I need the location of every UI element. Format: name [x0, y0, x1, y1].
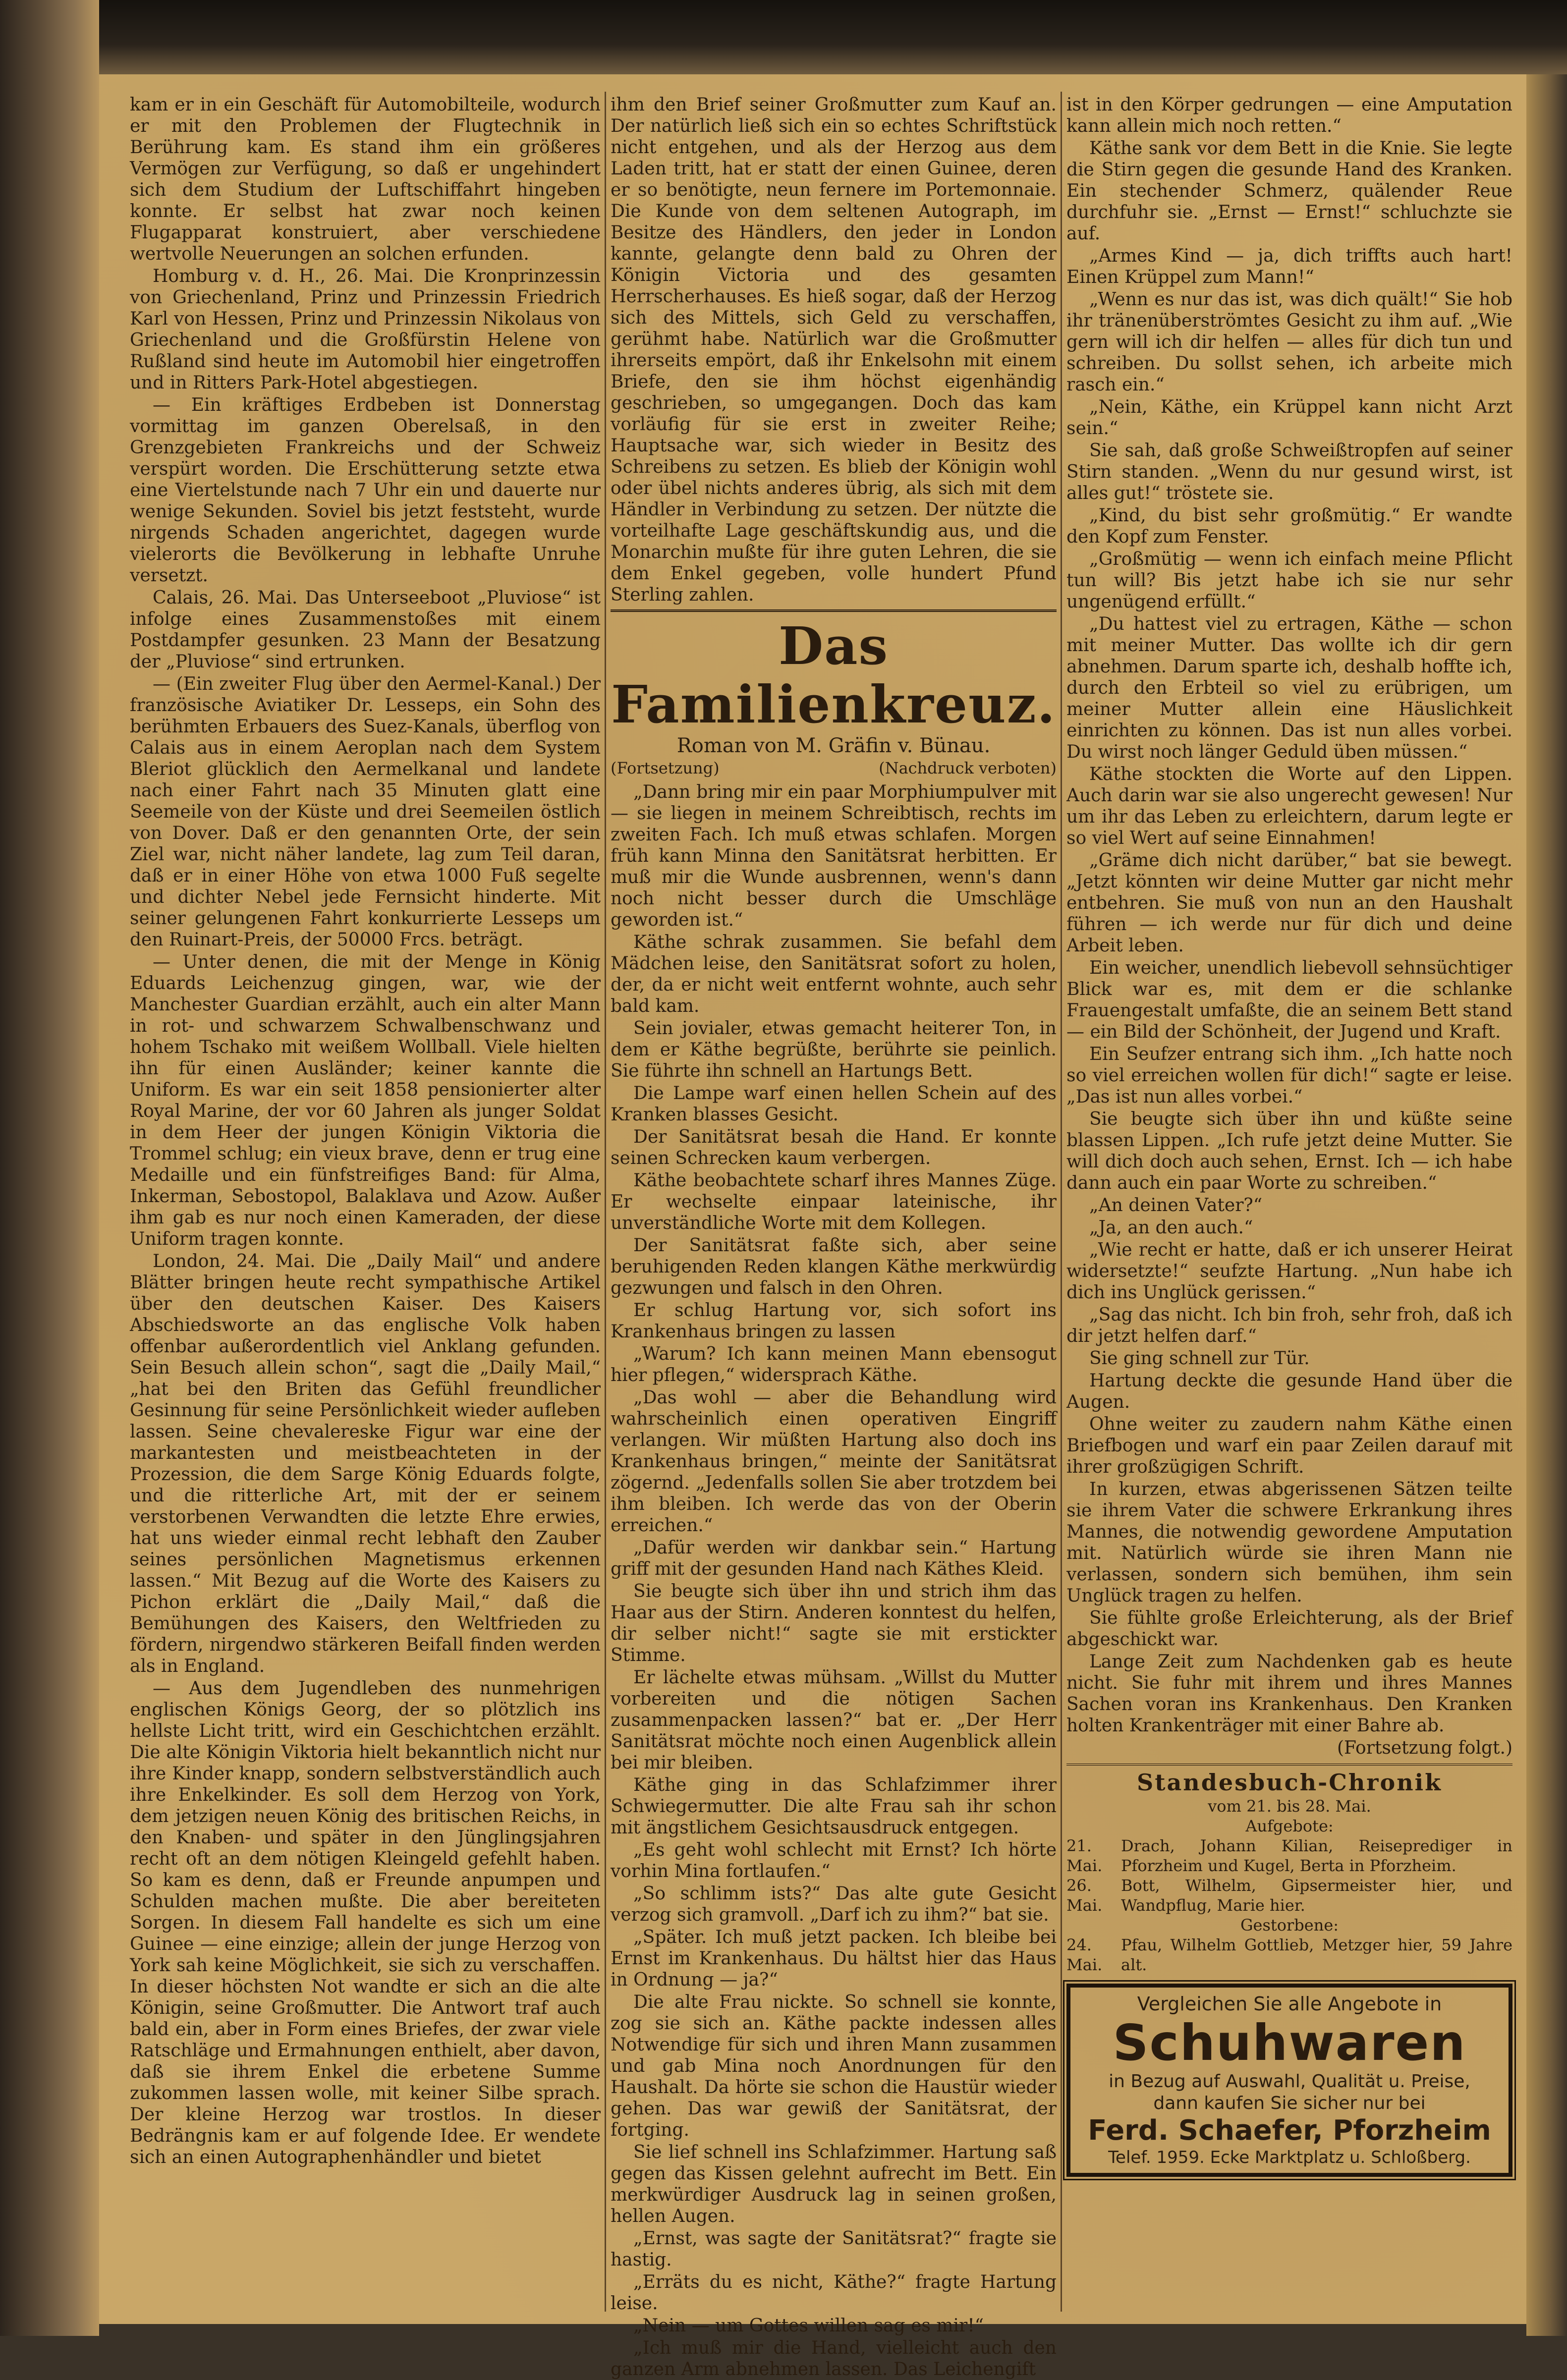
- story-paragraph: Er schlug Hartung vor, sich sofort ins Krankenhaus bringen zu lassen: [611, 1300, 1057, 1342]
- story-paragraph: „Das wohl — aber die Behandlung wird wahrscheinlich einen operativen Eingriff verlangen. Wir müßten Hartung also doch ins Krankenhaus bringen,“ meinte der Sanitätsrat zögernd. „Jedenfalls sollen Sie aber trotzdem bei ihm bleiben. Ich werde das von der Oberin erreichen.“: [611, 1387, 1057, 1536]
- column-news: [130, 94, 601, 2304]
- ad-firm-name: Ferd. Schaefer, Pforzheim: [1088, 2114, 1491, 2147]
- novel-title: Das Familienkreuz.: [611, 615, 1056, 735]
- news-paragraph: Calais, 26. Mai. Das Unterseeboot „Pluviose“ ist infolge eines Zusammenstoßes mit einem Postdampfer gesunken. 23 Mann der Besatzung der „Pluviose“ sind ertrunken.: [130, 588, 601, 672]
- book-binding: [0, 0, 99, 2336]
- column-rule: [605, 92, 606, 2312]
- column-rule: [1061, 92, 1062, 2312]
- ad-line: dann kaufen Sie sicher nur bei: [1153, 2093, 1426, 2113]
- story-paragraph: „Wenn es nur das ist, was dich quält!“ Sie hob ihr tränenüberströmtes Gesicht zu ihm auf. „Wie gern will ich dir helfen — alles für dich tun und schreiben. Du sollst sehen, ich arbeite mich rasch ein.“: [1066, 289, 1512, 395]
- ad-headline: Schuhwaren: [1113, 2014, 1466, 2072]
- story-paragraph: Sie lief schnell ins Schlafzimmer. Hartung saß gegen das Kissen gelehnt aufrecht im Bett. Ein merkwürdiger Ausdruck lag in seinen großen, hellen Augen.: [611, 2142, 1057, 2226]
- news-paragraph: kam er in ein Geschäft für Automobilteile, wodurch er mit den Problemen der Flugtechnik in Berührung kam. Es stand ihm ein größeres Vermögen zur Verfügung, so daß er ungehindert sich dem Studium der Luftschiffahrt hingeben konnte. Er selbst hat zwar noch keinen Flugapparat konstruiert, aber verschiedene wertvolle Neuerungen an solchen erfunden.: [130, 95, 601, 264]
- story-paragraph: „Ich muß mir die Hand, vielleicht auch den ganzen Arm abnehmen lassen. Das Leichengift: [611, 2338, 1057, 2380]
- chronicle-date-range: vom 21. bis 28. Mai.: [1208, 1797, 1371, 1816]
- story-paragraph: Sie beugte sich über ihn und strich ihm das Haar aus der Stirn. Anderen konntest du helfen, dir selber nicht!“ sagte sie mit erstickter Stimme.: [611, 1581, 1057, 1665]
- chronicle-date: 26. Mai.: [1066, 1876, 1103, 1915]
- story-paragraph: Sein jovialer, etwas gemacht heiterer Ton, in dem er Käthe begrüßte, berührte sie peinlich. Sie führte ihn schnell an Hartungs Bett.: [611, 1018, 1057, 1081]
- story-paragraph: „Es geht wohl schlecht mit Ernst? Ich hörte vorhin Mina fortlaufen.“: [611, 1840, 1057, 1882]
- story-paragraph: „Warum? Ich kann meinen Mann ebensogut hier pflegen,“ widersprach Käthe.: [611, 1344, 1057, 1385]
- story-paragraph: „An deinen Vater?“: [1089, 1195, 1263, 1216]
- column-middle: [611, 94, 1057, 2380]
- shoe-advertisement: [1066, 1984, 1512, 2177]
- news-paragraph: — Aus dem Jugendleben des nunmehrigen englischen Königs Georg, der so plötzlich ins hellste Licht tritt, wird ein Geschichtchen erzählt. Die alte Königin Viktoria hielt bekanntlich nicht nur ihre Kinder knapp, sondern selbstverständlich auch ihre Enkelkinder. Es soll dem Herzog von York, dem jetzigen neuen König des britischen Reichs, in den Knaben- und später in den Jünglingsjahren recht oft an dem nötigen Kleingeld gefehlt haben. So kam es denn, daß er Freunde anpumpen und Schulden machen mußte. Die aber bereiteten Sorgen. In diesem Fall handelte es sich um eine Guinee — eine einzige; allein der junge Herzog von York sah keine Möglichkeit, sie sich zu verschaffen. In dieser höchsten Not wandte er sich an die alte Königin, seine Großmutter. Die Antwort traf auch bald ein, aber in Form eines Briefes, der zwar viele Ratschläge und Ermahnungen enthielt, aber davon, daß sie ihrem Enkel die erbetene Summe zukommen lassen wolle, mit keiner Silbe sprach. Der kleine Herzog war trostlos. In dieser Bedrängnis kam er auf folgende Idee. Er wendete sich an einen Autographenhändler und bietet: [130, 1678, 601, 2167]
- news-paragraph: — Ein kräftiges Erdbeben ist Donnerstag vormittag im ganzen Oberelsaß, in den Grenzgebieten Frankreichs und der Schweiz verspürt worden. Die Erschütterung setzte etwa eine Viertelstunde nach 7 Uhr ein und dauerte nur wenige Sekunden. Soviel bis jetzt feststeht, wurde nirgends Schaden angerichtet, dagegen wurde vielerorts die Bevölkerung in lebhafte Unruhe versetzt.: [130, 395, 601, 586]
- story-paragraph: „Dafür werden wir dankbar sein.“ Hartung griff mit der gesunden Hand nach Käthes Kleid.: [611, 1538, 1057, 1579]
- chronicle-section-heading: Gestorbene:: [1240, 1916, 1339, 1935]
- story-paragraph: „Du hattest viel zu ertragen, Käthe — schon mit meiner Mutter. Das wollte ich dir gern abnehmen. Darum sparte ich, deshalb hoffte ich, durch den Erbteil so viel zu erübrigen, um meiner Mutter allein eine Häuslichkeit einrichten zu können. Das ist nun alles vorbei. Du wirst noch länger Geduld üben müssen.“: [1066, 614, 1512, 762]
- story-paragraph: Käthe ging in das Schlafzimmer ihrer Schwiegermutter. Die alte Frau sah ihr schon mit ängstlichem Gesichtsausdruck entgegen.: [611, 1775, 1057, 1838]
- story-paragraph: „Gräme dich nicht darüber,“ bat sie bewegt. „Jetzt könnten wir deine Mutter gar nicht mehr entbehren. Sie muß von nun an den Haushalt führen — ich werde nur für dich und deine Arbeit leben.: [1066, 850, 1512, 956]
- scan-top-edge: [99, 0, 1567, 74]
- story-paragraph: „Nein, Käthe, ein Krüppel kann nicht Arzt sein.“: [1066, 397, 1512, 439]
- chronicle-table: [1066, 1836, 1512, 1915]
- ad-line: in Bezug auf Auswahl, Qualität u. Preise,: [1109, 2071, 1470, 2092]
- story-paragraph: „Dann bring mir ein paar Morphiumpulver mit — sie liegen in meinem Schreibtisch, rechts im zweiten Fach. Ich muß etwas schlafen. Morgen früh kann Minna den Sanitätsrat herbitten. Er muß mir die Wunde ausbrennen, wenn's dann noch nicht besser durch die Umschläge geworden ist.“: [611, 782, 1057, 930]
- novel-header: [611, 609, 1057, 778]
- novel-continuation-note: (Fortsetzung): [611, 759, 720, 777]
- ad-line: Vergleichen Sie alle Angebote in: [1137, 1993, 1442, 2015]
- story-paragraph: Sie fühlte große Erleichterung, als der Brief abgeschickt war.: [1066, 1608, 1512, 1650]
- novel-subtitle: Roman von M. Gräfin v. Bünau.: [676, 734, 991, 757]
- story-paragraph: Käthe sank vor dem Bett in die Knie. Sie legte die Stirn gegen die gesunde Hand des Kranken. Ein stechender Schmerz, quälender Reue durchfuhr sie. „Ernst — Ernst!“ schluchzte sie auf.: [1066, 138, 1512, 244]
- chronicle-row: [1066, 1935, 1512, 1975]
- novel-rights-note: (Nachdruck verboten): [879, 759, 1057, 777]
- story-paragraph: Käthe schrak zusammen. Sie befahl dem Mädchen leise, den Sanitätsrat sofort zu holen, der, da er nicht weit entfernt wohnte, auch sehr bald kam.: [611, 932, 1057, 1016]
- story-paragraph: Hartung deckte die gesunde Hand über die Augen.: [1066, 1371, 1512, 1412]
- news-paragraph: Homburg v. d. H., 26. Mai. Die Kronprinzessin von Griechenland, Prinz und Prinzessin Friedrich Karl von Hessen, Prinz und Prinzessin Nikolaus von Griechenland und die Großfürstin Helene von Rußland sind heute im Automobil hier eingetroffen und in Ritters Park-Hotel abgestiegen.: [130, 266, 601, 393]
- story-paragraph: „Später. Ich muß jetzt packen. Ich bleibe bei Ernst im Krankenhaus. Du hältst hier das Haus in Ordnung — ja?“: [611, 1927, 1057, 1990]
- chronicle-table: [1066, 1935, 1512, 1975]
- news-paragraph: — (Ein zweiter Flug über den Aermel-Kanal.) Der französische Aviatiker Dr. Lesseps, ein Sohn des berühmten Erbauers des Suez-Kanals, überflog von Calais aus in einem Aeroplan nach dem System Bleriot glücklich den Aermelkanal und landete nach einer Fahrt nach 35 Minuten glatt eine Seemeile von der Küste und drei Seemeilen östlich von Dover. Daß er den genannten Orte, der sein Ziel war, nicht näher landete, lag zum Teil daran, daß er in einer Höhe von etwa 1000 Fuß segelte und dichter Nebel jede Fernsicht hinderte. Mit seiner gelungenen Fahrt konkurrierte Lesseps um den Ruinart-Preis, der 50000 Frcs. beträgt.: [130, 674, 601, 950]
- story-paragraph: Ohne weiter zu zaudern nahm Käthe einen Briefbogen und warf ein paar Zeilen darauf mit ihrer großzügigen Schrift.: [1066, 1414, 1512, 1477]
- story-paragraph: Er lächelte etwas mühsam. „Willst du Mutter vorbereiten und die nötigen Sachen zusammenpacken lassen?“ bat er. „Der Herr Sanitätsrat möchte noch einen Augenblick allein bei mir bleiben.: [611, 1667, 1057, 1773]
- chronicle-row: [1066, 1876, 1512, 1915]
- story-paragraph: Sie ging schnell zur Tür.: [1089, 1348, 1310, 1369]
- story-paragraph: Ein weicher, unendlich liebevoll sehnsüchtiger Blick war es, mit dem er die schlanke Frauengestalt umfaßte, die an seinem Bett stand — ein Bild der Schönheit, der Jugend und Kraft.: [1066, 958, 1512, 1042]
- story-paragraph: Lange Zeit zum Nachdenken gab es heute nicht. Sie fuhr mit ihrem und ihres Mannes Sachen voran ins Krankenhaus. Den Kranken holten Krankenträger mit einer Bahre ab.: [1066, 1652, 1512, 1736]
- story-paragraph: Sie beugte sich über ihn und küßte seine blassen Lippen. „Ich rufe jetzt deine Mutter. Sie will dich doch auch sehen, Ernst. Ich — ich habe dann auch ein paar Worte zu schreiben.“: [1066, 1109, 1512, 1193]
- continuation-note: (Fortsetzung folgt.): [1337, 1738, 1512, 1758]
- story-paragraph: In kurzen, etwas abgerissenen Sätzen teilte sie ihrem Vater die schwere Erkrankung ihres Mannes, die notwendig gewordene Amputation mit. Natürlich würde sie ihren Mann nie verlassen, sondern sich bemühen, ihm sein Unglück tragen zu helfen.: [1066, 1479, 1512, 1606]
- news-paragraph: London, 24. Mai. Die „Daily Mail“ und andere Blätter bringen heute recht sympathische Artikel über den deutschen Kaiser. Des Kaisers Abschiedsworte an das englische Volk haben offenbar außerordentlich viel Anklang gefunden. Sein Besuch allein schon“, sagt die „Daily Mail,“ „hat bei den Briten das Gefühl freundlicher Gesinnung für seine Persönlichkeit wieder aufleben lassen. Seine chevalereske Figur war eine der markantesten und meistbeachteten in der Prozession, die dem Sarge König Eduards folgte, und die ritterliche Art, mit der er seinem verstorbenen Verwandten die letzte Ehre erwies, hat uns wieder einmal recht lebhaft den Zauber seines persönlichen Magnetismus erkennen lassen.“ Mit Bezug auf die Worte des Kaisers zu Pichon erklärt die „Daily Mail,“ daß die Bemühungen des Kaisers, den Weltfrieden zu fördern, nirgendwo stärkeren Beifall finden werden als in England.: [130, 1251, 601, 1676]
- story-paragraph: Ein Seufzer entrang sich ihm. „Ich hatte noch so viel erreichen wollen für dich!“ sagte er leise. „Das ist nun alles vorbei.“: [1066, 1044, 1512, 1107]
- chronicle-entry: Pfau, Wilhelm Gottlieb, Metzger hier, 59 Jahre alt.: [1121, 1936, 1512, 1974]
- story-paragraph: „Armes Kind — ja, dich triffts auch hart! Einen Krüppel zum Mann!“: [1066, 246, 1512, 287]
- story-paragraph: Sie sah, daß große Schweißtropfen auf seiner Stirn standen. „Wenn du nur gesund wirst, ist alles gut!“ tröstete sie.: [1066, 441, 1512, 503]
- chronicle-date: 24. Mai.: [1066, 1936, 1103, 1974]
- chronicle-entry: Bott, Wilhelm, Gipsermeister hier, und Wandpflug, Marie hier.: [1121, 1876, 1512, 1915]
- story-paragraph: „So schlimm ists?“ Das alte gute Gesicht verzog sich gramvoll. „Darf ich zu ihm?“ bat sie.: [611, 1883, 1057, 1925]
- story-paragraph: Der Sanitätsrat faßte sich, aber seine beruhigenden Reden klangen Käthe merkwürdig gezwungen und falsch in den Ohren.: [611, 1235, 1057, 1298]
- civil-registry-chronicle: [1066, 1764, 1512, 1975]
- news-paragraph: ihm den Brief seiner Großmutter zum Kauf an. Der natürlich ließ sich ein so echtes Schriftstück nicht entgehen, und als der Herzog aus dem Laden tritt, hat er statt der einen Guinee, deren er so benötigte, neun fernere im Portemonnaie. Die Kunde von dem seltenen Autograph, im Besitze des Händlers, den jeder in London kannte, gelangte denn bald zu Ohren der Königin Victoria und des gesamten Herrscherhauses. Es hieß sogar, daß der Herzog sich des Mittels, sich Geld zu verschaffen, gerühmt habe. Natürlich war die Großmutter ihrerseits empört, daß ihr Enkelsohn mit einem Briefe, den sie ihm höchst eigenhändig geschrieben, so umgegangen. Doch das kam vorläufig für sie erst in zweiter Reihe; Hauptsache war, sich wieder in Besitz des Schreibens zu setzen. Es blieb der Königin wohl oder übel nichts anderes übrig, als sich mit dem Händler in Verbindung zu setzen. Der nützte die vorteilhafte Lage geschäftskundig aus, und die Monarchin mußte für ihre guten Lehren, die sie dem Enkel gegeben, volle hundert Pfund Sterling zahlen.: [611, 95, 1057, 605]
- story-paragraph: „Ernst, was sagte der Sanitätsrat?“ fragte sie hastig.: [611, 2228, 1057, 2270]
- story-paragraph: Die alte Frau nickte. So schnell sie konnte, zog sie sich an. Käthe packte indessen alles Notwendige für sich und ihren Mann zusammen und gab Mina noch Anordnungen für den Haushalt. Da hörte sie schon die Haustür wieder gehen. Das war gewiß der Sanitätsrat, der fortging.: [611, 1992, 1057, 2140]
- chronicle-section-heading: Aufgebote:: [1245, 1817, 1334, 1835]
- story-paragraph: Die Lampe warf einen hellen Schein auf des Kranken blasses Gesicht.: [611, 1083, 1057, 1125]
- story-paragraph: „Kind, du bist sehr großmütig.“ Er wandte den Kopf zum Fenster.: [1066, 505, 1512, 547]
- story-paragraph: Käthe beobachtete scharf ihres Mannes Züge. Er wechselte einpaar lateinische, ihr unverständliche Worte mit dem Kollegen.: [611, 1170, 1057, 1233]
- story-paragraph: Käthe stockten die Worte auf den Lippen. Auch darin war sie also ungerecht gewesen! Nur um ihr das Leben zu erleichtern, darum legte er so viel Wert auf seine Einnahmen!: [1066, 764, 1512, 848]
- story-paragraph: „Erräts du es nicht, Käthe?“ fragte Hartung leise.: [611, 2272, 1057, 2314]
- story-paragraph: „Großmütig — wenn ich einfach meine Pflicht tun will? Bis jetzt habe ich sie nur sehr ungenügend erfüllt.“: [1066, 549, 1512, 612]
- chronicle-entry: Drach, Johann Kilian, Reiseprediger in Pforzheim und Kugel, Berta in Pforzheim.: [1121, 1836, 1512, 1875]
- story-paragraph: Der Sanitätsrat besah die Hand. Er konnte seinen Schrecken kaum verbergen.: [611, 1127, 1057, 1168]
- story-paragraph: „Nein — um Gottes willen sag es mir!“: [633, 2316, 984, 2336]
- news-paragraph: — Unter denen, die mit der Menge in König Eduards Leichenzug gingen, war, wie der Manchester Guardian erzählt, auch ein alter Mann in rot- und schwarzem Schwalbenschwanz und hohem Tschako mit weißem Wollball. Viele hielten ihn für einen Ausländer; keiner kannte die Uniform. Es war ein seit 1858 pensionierter alter Royal Marine, der vor 60 Jahren als junger Soldat in dem Heer der jungen Königin Viktoria die Trommel schlug; ein vieux brave, denn er trug eine Medaille und ein fünfstreifiges Band: für Alma, Inkerman, Sebostopol, Balaklava und Azow. Außer ihm gab es nur noch einen Kameraden, der diese Uniform tragen konnte.: [130, 952, 601, 1249]
- ad-address: Telef. 1959. Ecke Marktplatz u. Schloßberg.: [1108, 2148, 1471, 2167]
- chronicle-title: Standesbuch-Chronik: [1137, 1769, 1442, 1796]
- column-right: [1066, 94, 1512, 2304]
- story-paragraph: „Wie recht er hatte, daß er ich unserer Heirat widersetzte!“ seufzte Hartung. „Nun habe ich dich ins Unglück gerissen.“: [1066, 1240, 1512, 1303]
- story-paragraph: „Ja, an den auch.“: [1089, 1218, 1253, 1238]
- story-paragraph: „Sag das nicht. Ich bin froh, sehr froh, daß ich dir jetzt helfen darf.“: [1066, 1305, 1512, 1346]
- scan-right-edge: [1526, 74, 1567, 2336]
- chronicle-date: 21. Mai.: [1066, 1836, 1103, 1875]
- story-paragraph: ist in den Körper gedrungen — eine Amputation kann allein mich noch retten.“: [1066, 95, 1512, 136]
- chronicle-row: [1066, 1836, 1512, 1876]
